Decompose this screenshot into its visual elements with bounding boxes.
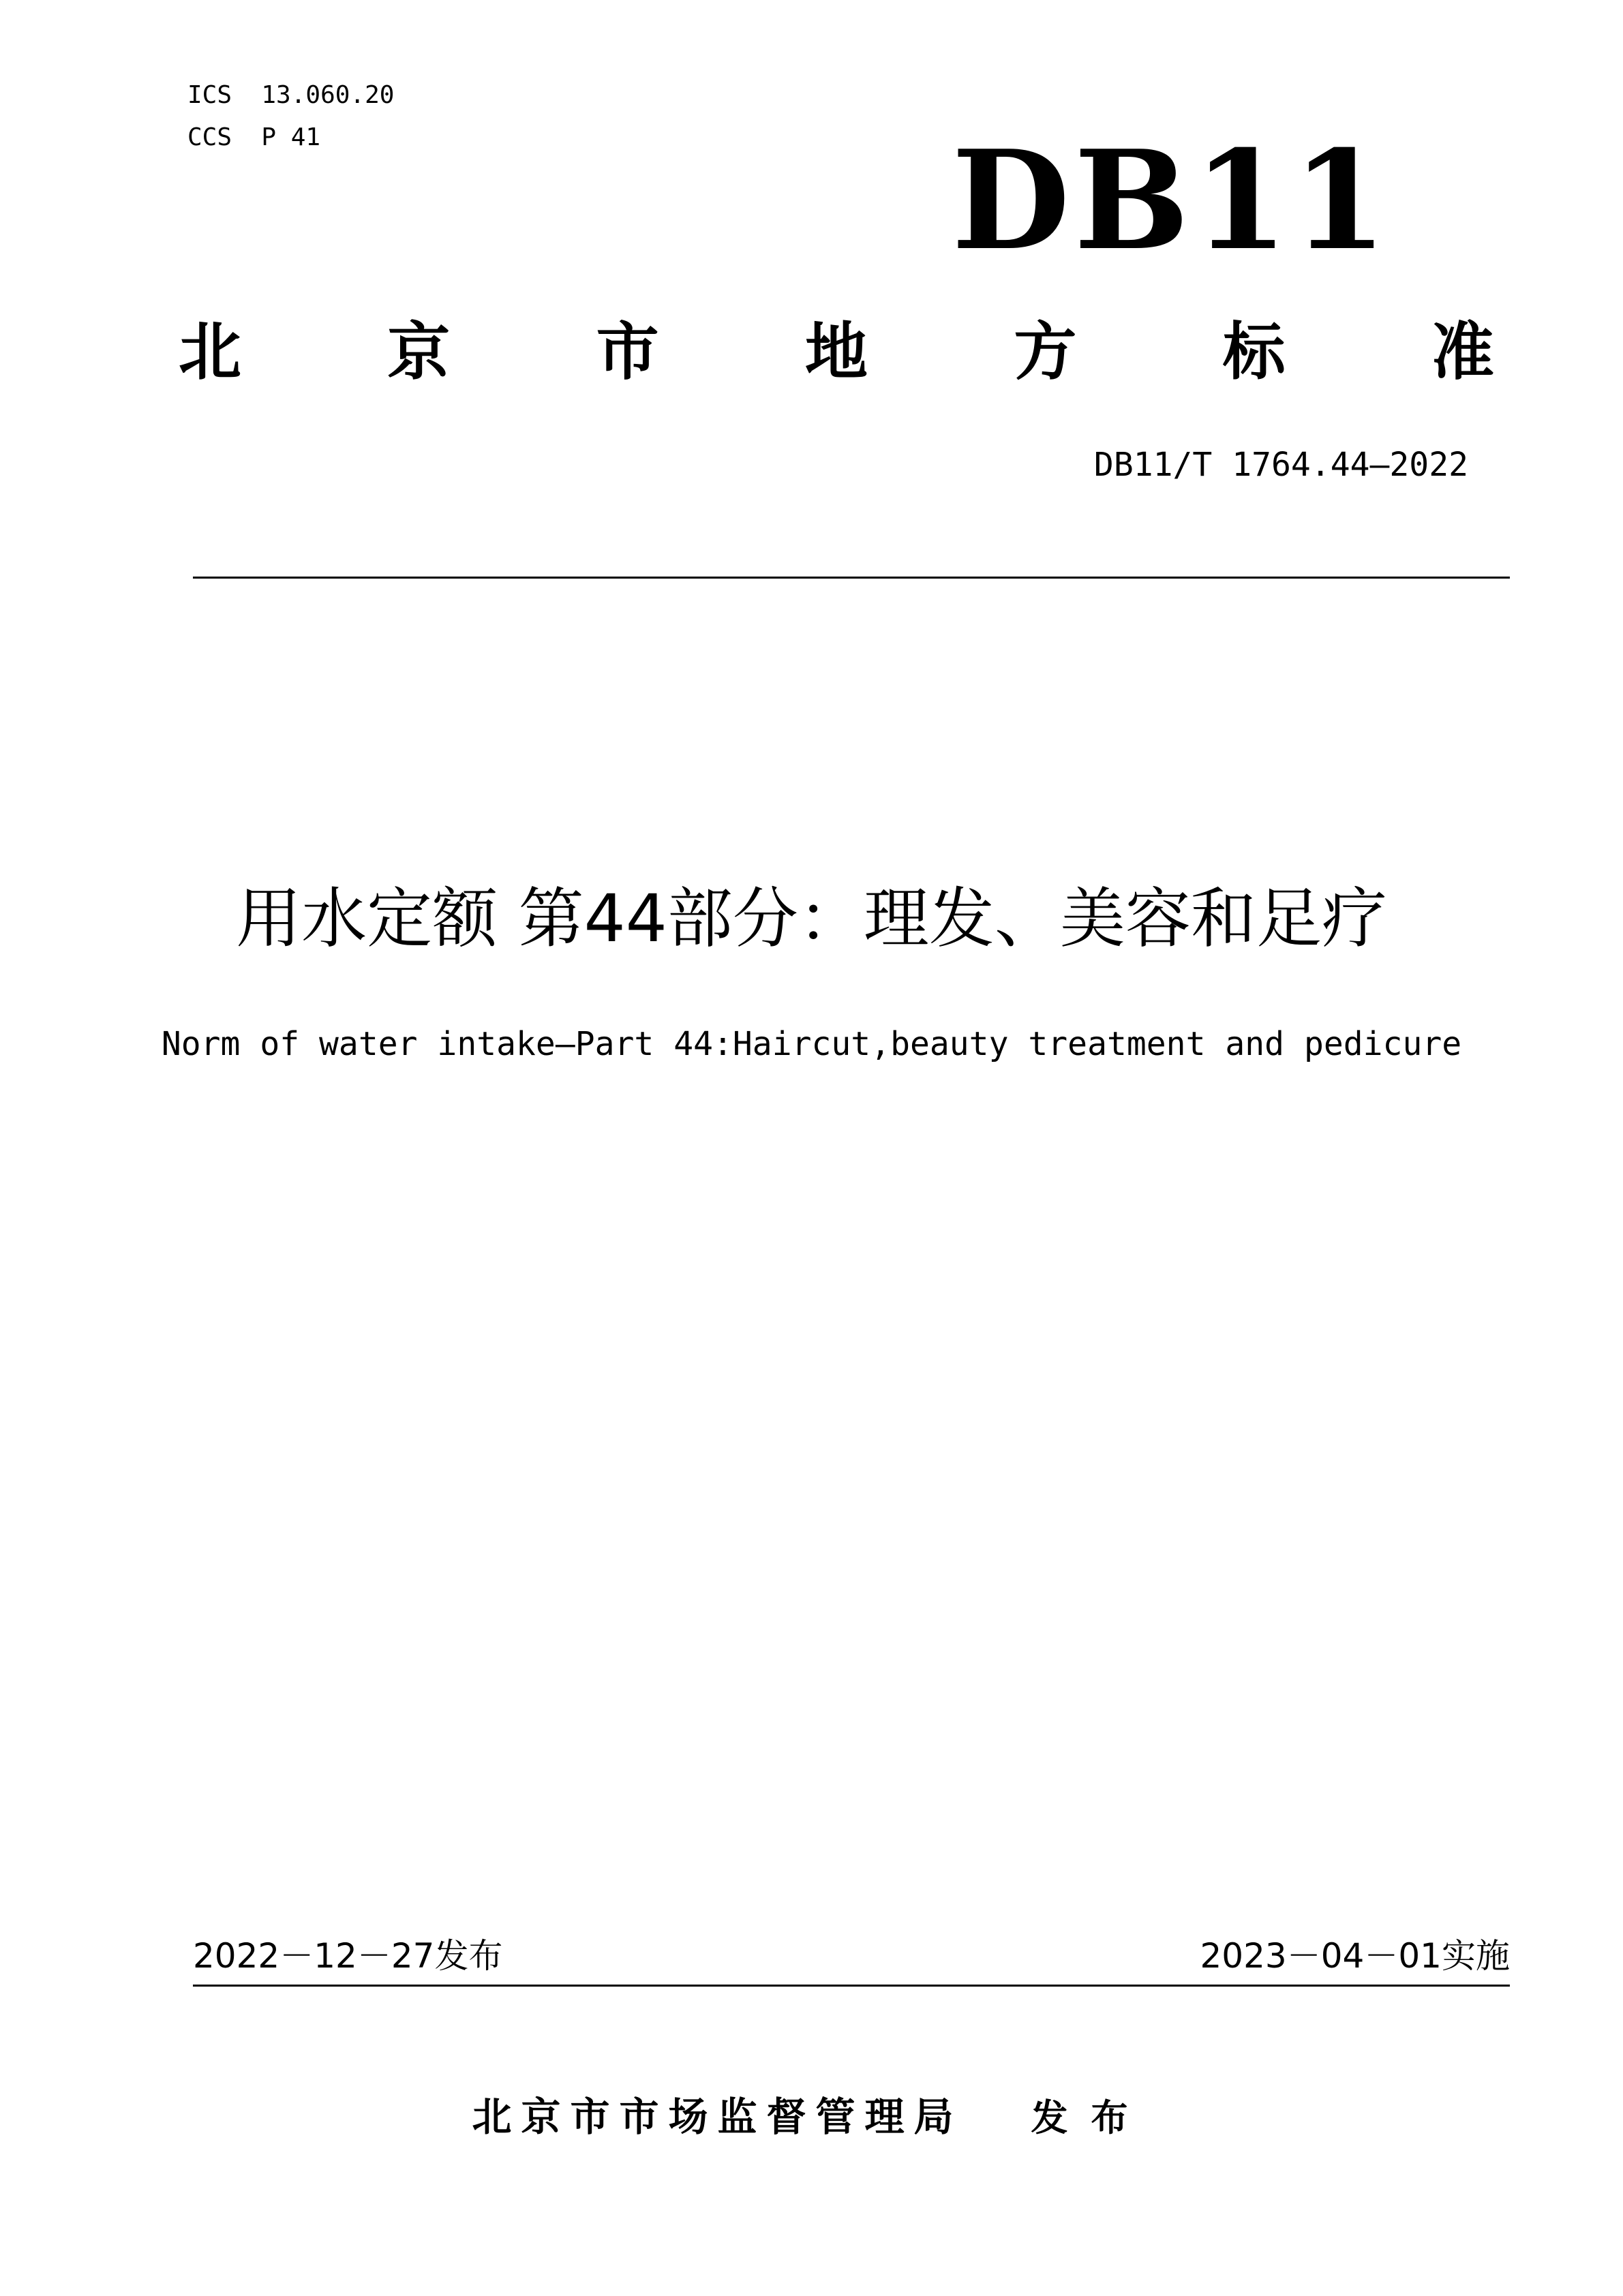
issuer-line — [0, 2090, 1623, 2145]
issuer-action: 发布 — [1031, 2096, 1151, 2139]
standard-type-char: 标 — [1222, 316, 1286, 388]
standard-type-char: 地 — [804, 316, 868, 388]
effective-date: 2023－04－01实施 — [1200, 1936, 1510, 1976]
standard-type-char: 市 — [596, 316, 659, 388]
publish-date: 2022－12－27发布 — [193, 1936, 503, 1976]
top-divider — [193, 577, 1510, 579]
db11-logo: DB11 — [952, 121, 1391, 281]
standard-type-char: 北 — [179, 316, 242, 388]
issuer-name: 北京市市场监督管理局 — [472, 2094, 963, 2140]
ics-code: ICS 13.060.20 — [187, 81, 395, 109]
title-chinese: 用水定额 第44部分：理发、美容和足疗 — [236, 881, 1387, 957]
standard-type-char: 方 — [1014, 316, 1077, 388]
ccs-code: CCS P 41 — [187, 123, 321, 151]
standard-number: DB11/T 1764.44—2022 — [1093, 446, 1468, 484]
title-english: Norm of water intake—Part 44:Haircut,beauty treatment and pedicure — [161, 1025, 1462, 1063]
standard-type-char: 准 — [1431, 316, 1494, 388]
bottom-divider — [193, 1985, 1510, 1987]
standard-type-char: 京 — [387, 316, 451, 388]
standard-type-heading — [179, 315, 1494, 390]
